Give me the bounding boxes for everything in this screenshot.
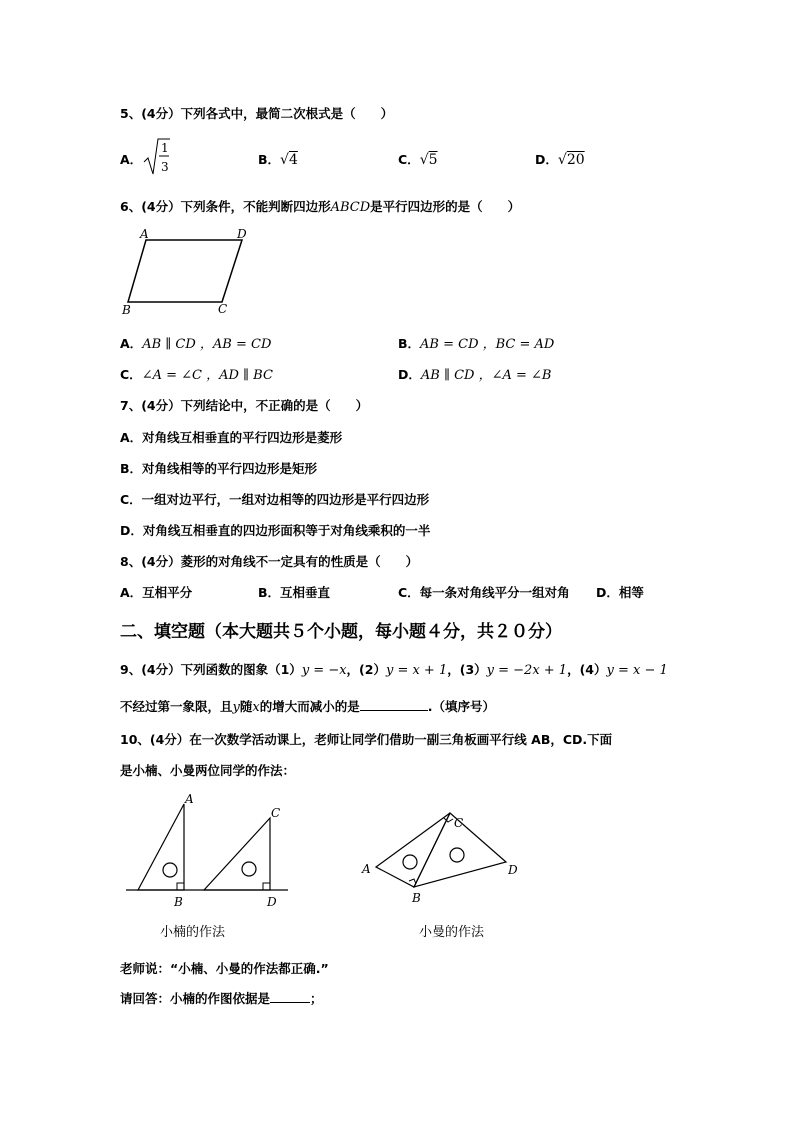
q10-question-prefix: 请回答：小楠的作图依据是 [120, 991, 271, 1006]
q9-line2-p1: 不经过第一象限，且 [120, 699, 233, 714]
q10-teacher-says: 老师说：“小楠、小曼的作法都正确.” [120, 961, 329, 976]
section-fill-in-title: 二、填空题（本大题共５个小题，每小题４分，共２０分） [120, 622, 562, 642]
q6-option-d-label: D． [398, 367, 421, 382]
q6-option-b-text: AB = CD ，BC = AD [420, 337, 555, 352]
q5-option-a [120, 150, 142, 168]
q6-option-b-label: B． [398, 336, 421, 351]
q7-option-a: A．对角线互相垂直的平行四边形是菱形 [120, 430, 343, 445]
q10-line1: 10、(4分）在一次数学活动课上，老师让同学们借助一副三角板画平行线 AB，CD.下面 [120, 732, 613, 747]
q8-option-a: A．互相平分 [120, 585, 193, 600]
q8-option-d: D．相等 [596, 585, 644, 600]
xiaonan-label-d: D [267, 895, 277, 909]
xiaoman-figure [358, 805, 528, 905]
q5-option-b-radicand: 4 [288, 152, 298, 168]
q5-option-c: C．√5 [398, 152, 438, 168]
q9-line2-p4: .（填序号） [427, 699, 495, 714]
q9-prefix: 9、(4分）下列函数的图象（1） [120, 662, 302, 677]
q9-line2-p2: 随 [239, 699, 253, 714]
q9-sep-2: ，(2） [346, 662, 386, 677]
q6-stem-prefix: 6、(4分）下列条件，不能判断四边形 [120, 199, 331, 214]
q5-option-c-label: C． [398, 152, 420, 167]
q7-stem: 7、(4分）下列结论中，不正确的是（ ） [120, 398, 369, 413]
q6-option-c-label: C． [120, 367, 142, 382]
xiaoman-label-a: A [362, 862, 371, 876]
q6-parallelogram-figure [118, 226, 258, 318]
q10-line2: 是小楠、小曼两位同学的作法： [120, 763, 296, 778]
q9-func-2: y = x + 1 [385, 663, 448, 678]
q6-stem-math: ABCD [330, 200, 371, 215]
q6-label-d: D [237, 227, 247, 241]
q9-var-y: y [232, 700, 240, 715]
q5-option-a-denominator: 3 [161, 160, 169, 174]
q10-question-suffix: ； [310, 991, 323, 1006]
q6-label-c: C [218, 302, 228, 316]
q6-option-c-text: ∠A = ∠C ，AD ∥ BC [141, 368, 273, 383]
q7-option-d: D．对角线互相垂直的四边形面积等于对角线乘积的一半 [120, 523, 431, 538]
xiaonan-label-b: B [174, 895, 183, 909]
q9-answer-blank[interactable] [360, 698, 428, 711]
q5-option-b-label: B． [258, 152, 281, 167]
q9-var-x: x [252, 700, 260, 715]
q6-option-d-text: AB ∥ CD ，∠A = ∠B [420, 368, 552, 383]
xiaoman-label-c: C [454, 816, 464, 830]
q5-option-a-label: A． [120, 152, 143, 167]
xiaonan-figure [122, 790, 297, 910]
q9-line1 [120, 660, 668, 678]
q10-answer-blank[interactable] [270, 990, 310, 1003]
q6-option-c [120, 364, 273, 383]
q6-label-b: B [122, 303, 131, 317]
q8-option-c: C．每一条对角线平分一组对角 [398, 585, 570, 600]
q5-option-d-label: D． [535, 152, 558, 167]
q5-option-a-numerator: 1 [161, 141, 169, 155]
q9-line2 [120, 697, 495, 715]
q5-option-a-radical [142, 136, 172, 178]
q6-stem-suffix: 是平行四边形的是（ ） [370, 199, 521, 214]
q9-func-1: y = −x [301, 663, 347, 678]
q6-option-a-text: AB ∥ CD ，AB = CD [142, 337, 272, 352]
xiaoman-label-b: B [412, 891, 421, 905]
q6-stem [120, 197, 520, 215]
q5-option-d: D．√20 [535, 152, 585, 168]
q9-func-4: y = x − 1 [606, 663, 668, 678]
q6-option-a-label: A． [120, 336, 143, 351]
q9-sep-4: ，(4） [567, 662, 607, 677]
q8-stem: 8、(4分）菱形的对角线不一定具有的性质是（ ） [120, 554, 419, 569]
q5-option-b: B．√4 [258, 152, 298, 168]
q10-question [120, 989, 323, 1007]
xiaoman-caption: 小曼的作法 [419, 925, 485, 940]
xiaonan-label-a: A [185, 792, 194, 806]
q9-func-3: y = −2x + 1 [486, 663, 568, 678]
q5-stem: 5、(4分）下列各式中，最简二次根式是（ ） [120, 106, 394, 121]
q6-option-a [120, 333, 271, 352]
xiaonan-caption: 小楠的作法 [160, 925, 226, 940]
q7-option-b: B．对角线相等的平行四边形是矩形 [120, 461, 318, 476]
q8-option-b: B．互相垂直 [258, 585, 331, 600]
xiaonan-label-c: C [271, 806, 281, 820]
q6-option-d [398, 364, 552, 383]
q5-option-d-radicand: 20 [566, 152, 585, 168]
q7-option-c: C．一组对边平行，一组对边相等的四边形是平行四边形 [120, 492, 430, 507]
q6-option-b [398, 333, 554, 352]
q9-line2-p3: 的增大而减小的是 [259, 699, 360, 714]
q6-label-a: A [140, 227, 149, 241]
q5-option-c-radicand: 5 [428, 152, 438, 168]
q9-sep-3: ，(3） [447, 662, 487, 677]
xiaoman-label-d: D [508, 863, 518, 877]
